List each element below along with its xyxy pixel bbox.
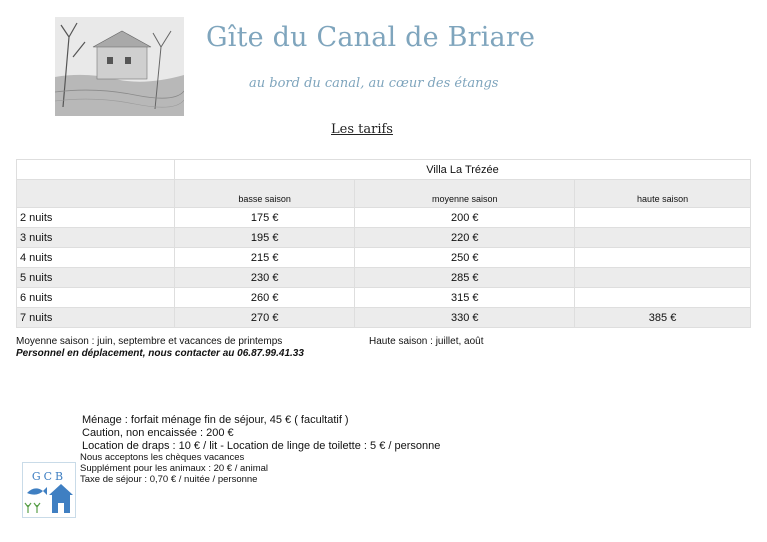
row-label: 2 nuits: [17, 208, 175, 228]
row-label: 4 nuits: [17, 248, 175, 268]
season-header-row: [17, 180, 751, 208]
price-haute: [575, 288, 751, 308]
gcb-logo: [22, 462, 76, 518]
taxe-info: Taxe de séjour : 0,70 € / nuitée / personne: [80, 474, 258, 485]
row-label: 6 nuits: [17, 288, 175, 308]
moyenne-saison-note: Moyenne saison : juin, septembre et vacances de printemps: [16, 336, 283, 347]
section-title: Les tarifs: [331, 122, 393, 137]
price-basse: 230 €: [175, 268, 355, 288]
price-haute: [575, 268, 751, 288]
row-label: 5 nuits: [17, 268, 175, 288]
rates-table: [16, 159, 751, 328]
menage-info: Ménage : forfait ménage fin de séjour, 45 € ( facultatif ): [82, 414, 349, 426]
price-moyenne: 200 €: [355, 208, 575, 228]
haute-saison-note: Haute saison : juillet, août: [369, 336, 484, 347]
site-title: Gîte du Canal de Briare: [206, 22, 536, 53]
gite-photo: [55, 17, 184, 116]
season-basse: basse saison: [175, 180, 355, 208]
season-blank-cell: [17, 180, 175, 208]
contact-note: Personnel en déplacement, nous contacter au 06.87.99.41.33: [16, 348, 304, 359]
logo-text: GCB: [31, 470, 67, 483]
draps-info: Location de draps : 10 € / lit - Location de linge de toilette : 5 € / personne: [82, 440, 441, 452]
price-moyenne: 220 €: [355, 228, 575, 248]
villa-header-row: [17, 160, 751, 180]
site-subtitle: au bord du canal, au cœur des étangs: [249, 76, 499, 91]
table-row: [17, 228, 751, 248]
row-label: 3 nuits: [17, 228, 175, 248]
animaux-info: Supplément pour les animaux : 20 € / animal: [80, 463, 268, 474]
table-row: [17, 248, 751, 268]
price-haute: [575, 208, 751, 228]
price-haute: 385 €: [575, 308, 751, 328]
price-moyenne: 285 €: [355, 268, 575, 288]
table-row: [17, 308, 751, 328]
price-haute: [575, 248, 751, 268]
price-basse: 175 €: [175, 208, 355, 228]
cheques-info: Nous acceptons les chèques vacances: [80, 452, 245, 463]
price-basse: 270 €: [175, 308, 355, 328]
price-basse: 195 €: [175, 228, 355, 248]
header-blank-cell: [17, 160, 175, 180]
price-basse: 260 €: [175, 288, 355, 308]
row-label: 7 nuits: [17, 308, 175, 328]
price-haute: [575, 228, 751, 248]
caution-info: Caution, non encaissée : 200 €: [82, 427, 234, 439]
villa-name: Villa La Trézée: [175, 160, 751, 180]
table-row: [17, 268, 751, 288]
season-haute: haute saison: [575, 180, 751, 208]
price-moyenne: 250 €: [355, 248, 575, 268]
price-moyenne: 330 €: [355, 308, 575, 328]
season-moyenne: moyenne saison: [355, 180, 575, 208]
table-row: [17, 208, 751, 228]
price-basse: 215 €: [175, 248, 355, 268]
price-moyenne: 315 €: [355, 288, 575, 308]
table-row: [17, 288, 751, 308]
